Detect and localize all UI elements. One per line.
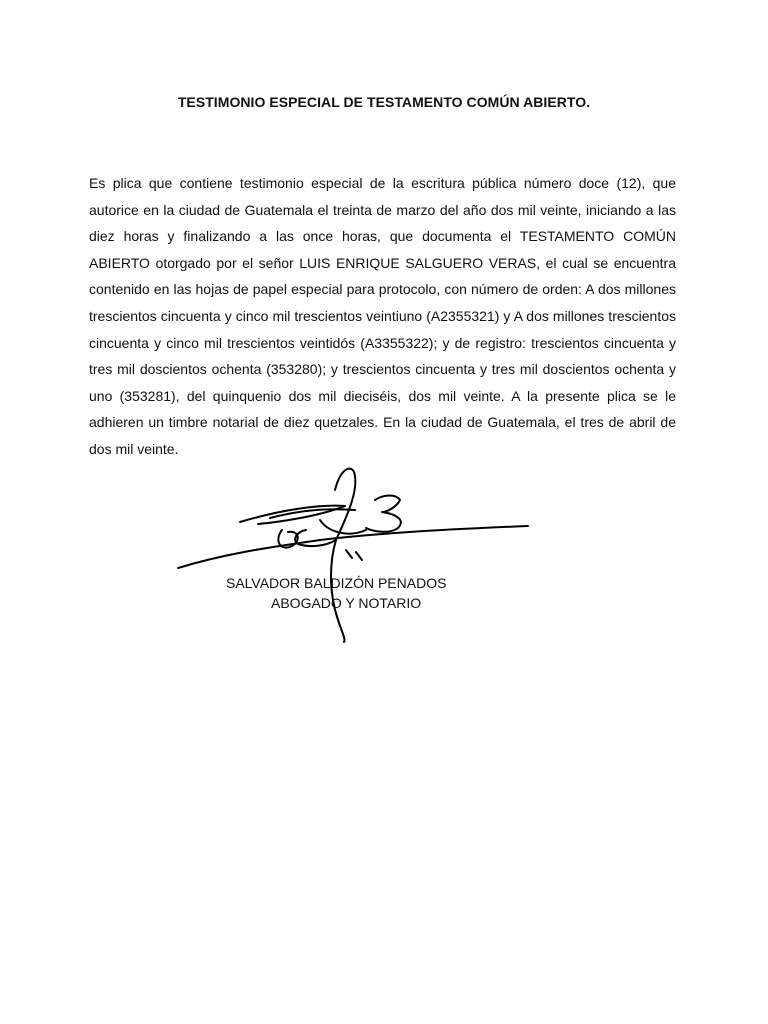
signer-name: SALVADOR BALDIZÓN PENADOS: [226, 575, 447, 591]
handwritten-signature: [170, 460, 540, 650]
document-body-paragraph: Es plica que contiene testimonio especial de la escritura pública número doce (12), que autorice en la ciudad de Guatemala el treinta de marzo del año dos mil veinte, iniciando a las diez horas y finalizando a las once horas, que documenta el TESTAMENTO COMÚN ABIERTO otorgado por el señor LUIS ENRIQUE SALGUERO VERAS, el cual se encuentra contenido en las hojas de papel especial para protocolo, con número de orden: A dos millones trescientos cincuenta y cinco mil trescientos veintiuno (A2355321) y A dos millones trescientos cincuenta y cinco mil trescientos veintidós (A3355322); y de registro: trescientos cincuenta y tres mil doscientos ochenta (353280); y trescientos cincuenta y tres mil doscientos ochenta y uno (353281), del quinquenio dos mil dieciséis, dos mil veinte. A la presente plica se le adhieren un timbre notarial de diez quetzales. En la ciudad de Guatemala, el tres de abril de dos mil veinte.: [89, 175, 676, 457]
signer-role: ABOGADO Y NOTARIO: [271, 595, 422, 611]
document-title: TESTIMONIO ESPECIAL DE TESTAMENTO COMÚN ABIERTO.: [177, 94, 591, 110]
